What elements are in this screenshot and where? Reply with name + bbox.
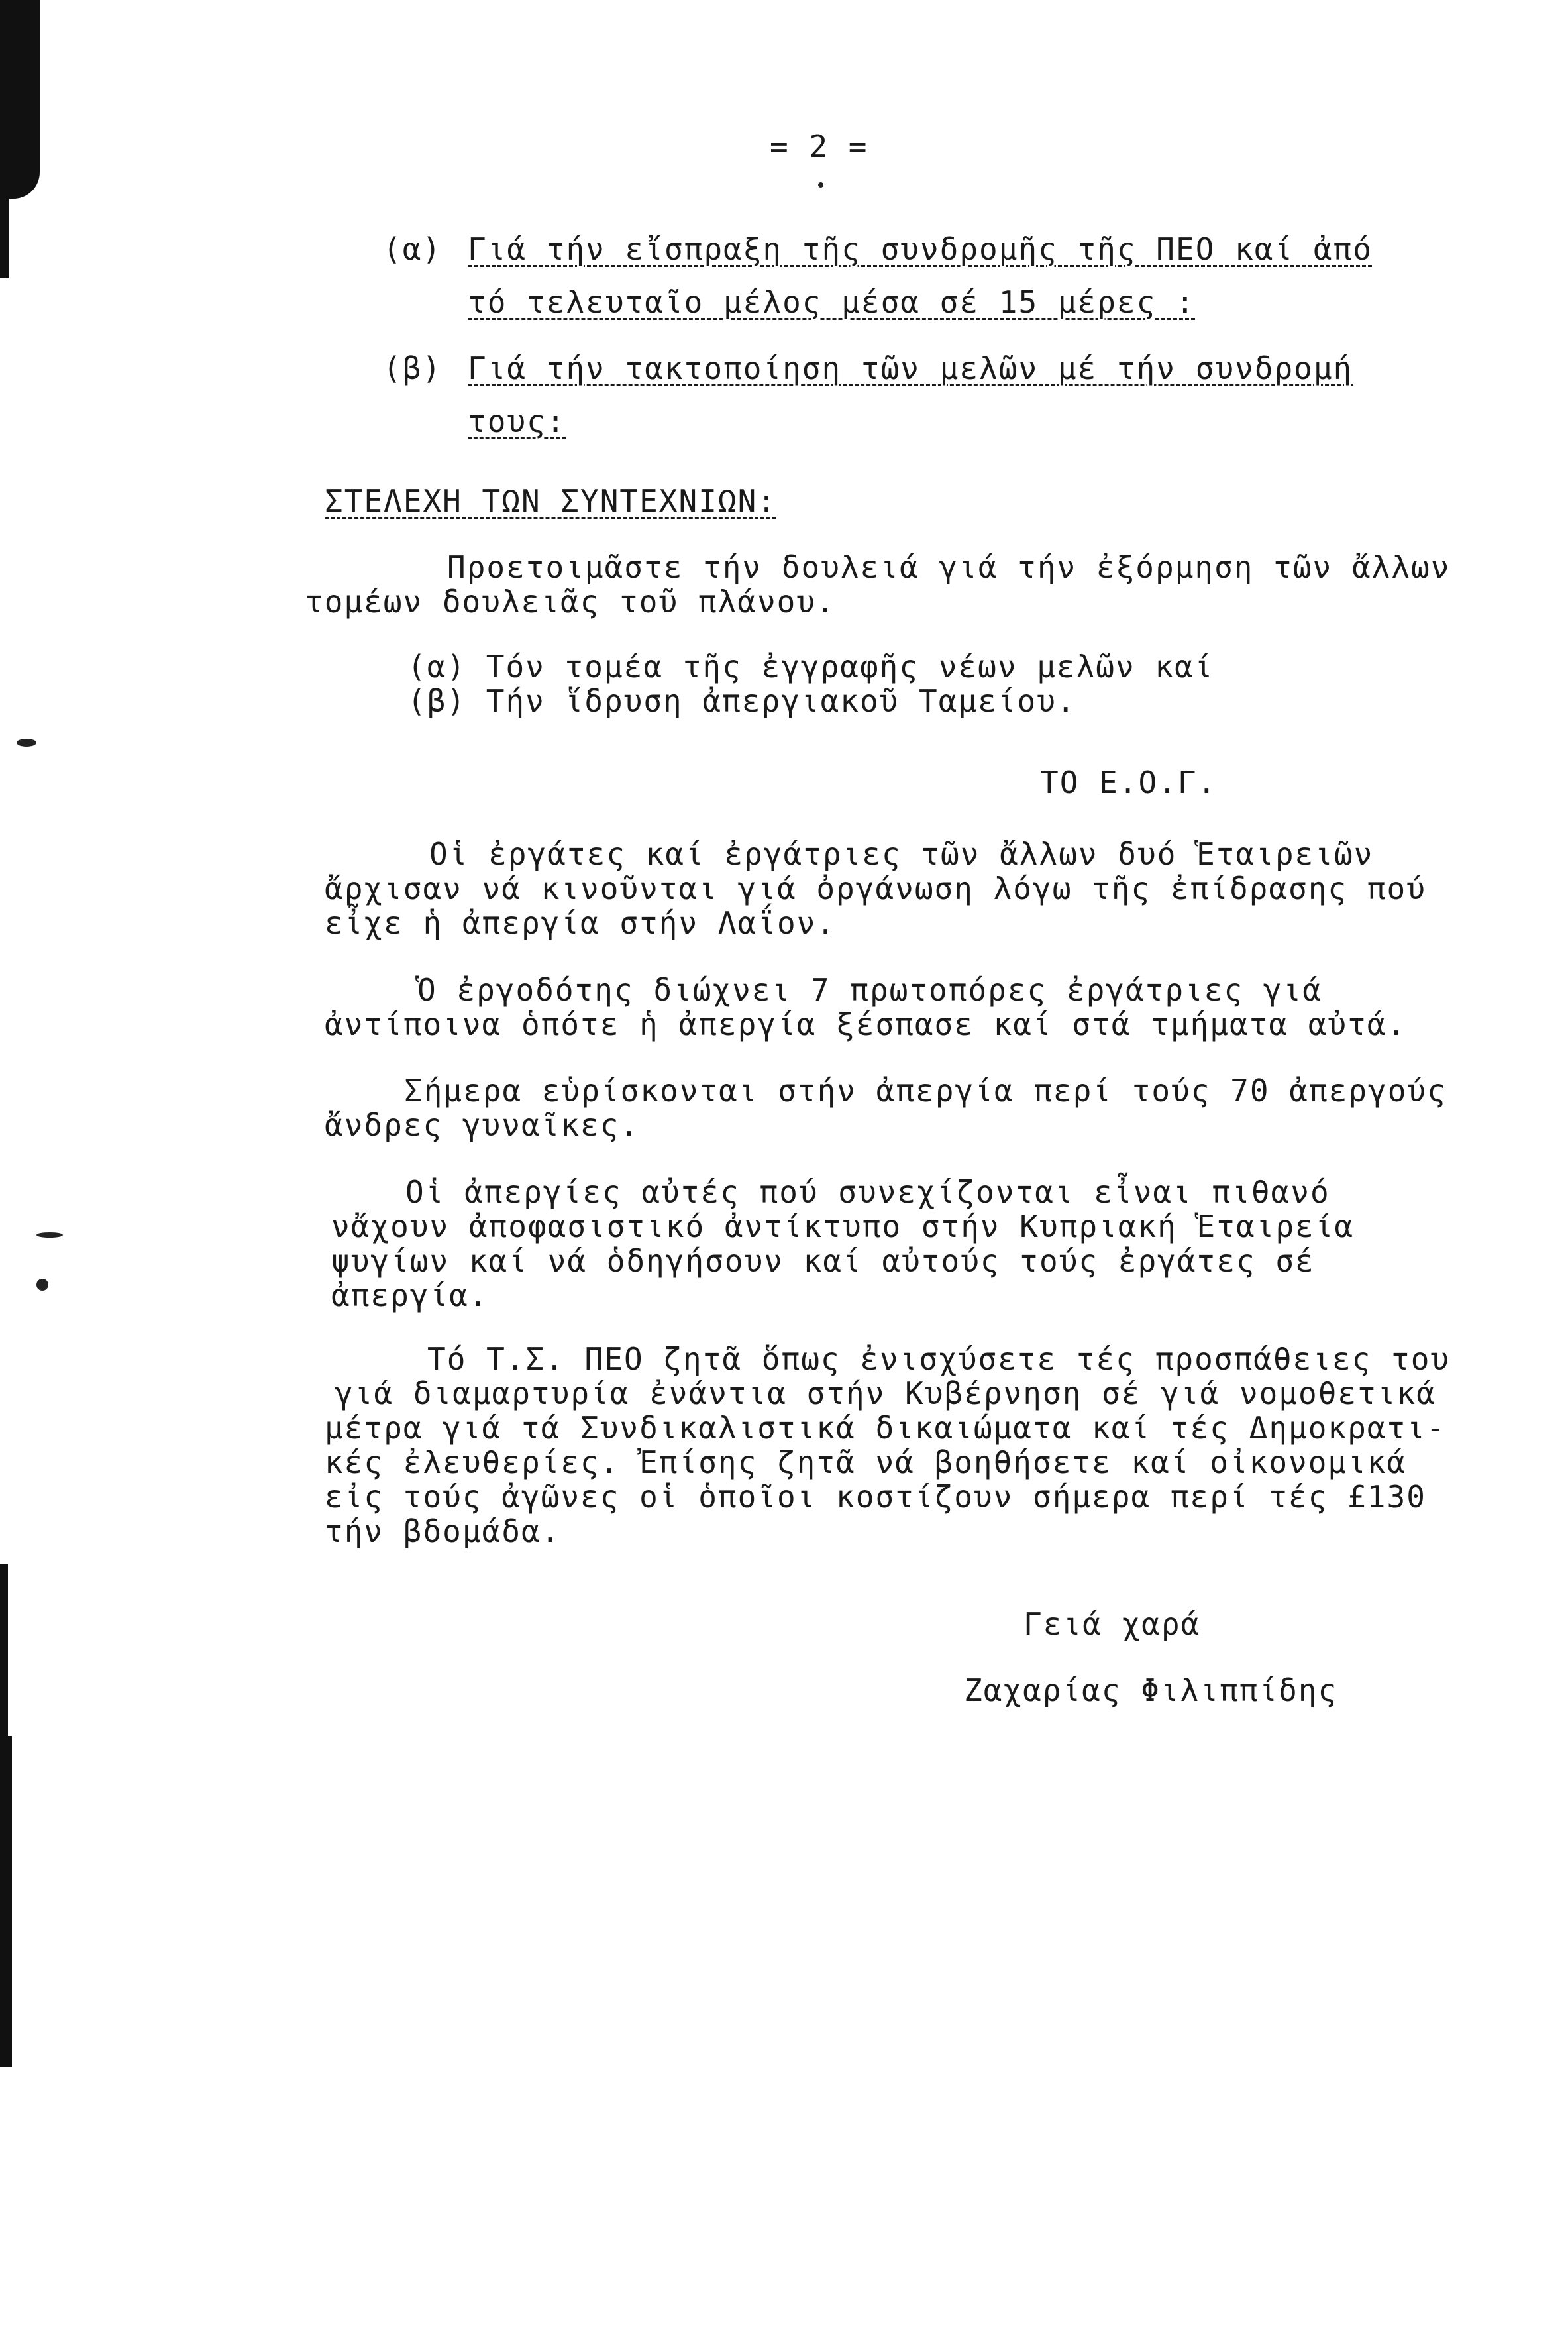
para6-line5: εἰς τούς ἀγῶνες οἱ ὁποῖοι κοστίζουν σήμερα περί τές £130 <box>325 1479 1426 1515</box>
closing: Γειά χαρά <box>1023 1606 1201 1642</box>
para3-line2: ἀντίποινα ὁπότε ἡ ἀπεργία ξέσπασε καί στά τμήματα αὐτά. <box>325 1006 1407 1042</box>
scan-edge-top-left <box>0 0 40 199</box>
para6-line4: κές ἐλευθερίες. Ἐπίσης ζητᾶ νά βοηθήσετε καί οἰκονομικά <box>325 1444 1407 1480</box>
para6-line2: γιά διαμαρτυρία ἐνάντια στήν Κυβέρνηση σέ γιά νομοθετικά <box>335 1376 1436 1411</box>
para4-line1: Σήμερα εὑρίσκονται στήν ἀπεργία περί τούς 70 ἀπεργούς <box>404 1073 1447 1109</box>
speck-3 <box>36 1279 48 1291</box>
para6-line6: τήν βδομάδα. <box>325 1513 561 1549</box>
para3-line1: Ὁ ἐργοδότης διώχνει 7 πρωτοπόρες ἐργάτριες γιά <box>417 972 1322 1008</box>
item-a-line2: τό τελευταῖο μέλος μέσα σέ 15 μέρες : <box>468 284 1196 320</box>
item-b-line1: Γιά τήν τακτοποίηση τῶν μελῶν μέ τήν συνδρομή <box>468 351 1353 386</box>
item-a-marker: (α) <box>383 231 443 267</box>
sub-item-a: (α) Τόν τομέα τῆς ἐγγραφῆς νέων μελῶν καί <box>407 649 1214 684</box>
scan-edge-left-1 <box>0 199 9 278</box>
speck-4 <box>818 182 823 188</box>
item-b-marker: (β) <box>383 351 443 386</box>
para2-line2: ἄρχισαν νά κινοῦνται γιά ὀργάνωση λόγω τῆς ἐπίδρασης πού <box>325 871 1426 906</box>
para2-line1: Οἱ ἐργάτες καί ἐργάτριες τῶν ἄλλων δυό Ἑταιρειῶν <box>429 836 1374 872</box>
para1-line1: Προετοιμᾶστε τήν δουλειά γιά τήν ἐξόρμηση τῶν ἄλλων <box>447 549 1451 585</box>
para6-line3: μέτρα γιά τά Συνδικαλιστικά δικαιώματα καί τές Δημοκρατι- <box>325 1410 1446 1446</box>
eog-signature: ΤΟ Ε.Ο.Γ. <box>1040 765 1218 800</box>
speck-2 <box>36 1232 63 1238</box>
speck-1 <box>17 739 36 747</box>
page-number: = 2 = <box>770 129 868 164</box>
scan-edge-left-3 <box>0 1736 12 2067</box>
sub-item-b: (β) Τήν ἵδρυση ἀπεργιακοῦ Ταμείου. <box>407 683 1076 719</box>
section-heading: ΣΤΕΛΕΧΗ ΤΩΝ ΣΥΝΤΕΧΝΙΩΝ: <box>325 483 777 519</box>
scan-edge-left-2 <box>0 1564 8 1762</box>
para5-line2: νἄχουν ἀποφασιστικό ἀντίκτυπο στήν Κυπριακή Ἑταιρεία <box>331 1209 1355 1244</box>
para2-line3: εἶχε ἡ ἀπεργία στήν Λαΐον. <box>325 905 837 941</box>
para5-line3: ψυγίων καί νά ὁδηγήσουν καί αὐτούς τούς ἐργάτες σέ <box>331 1243 1315 1279</box>
para1-line2: τομέων δουλειᾶς τοῦ πλάνου. <box>305 584 836 620</box>
para4-line2: ἄνδρες γυναῖκες. <box>325 1107 640 1143</box>
signature-name: Ζαχαρίας Φιλιππίδης <box>964 1672 1338 1708</box>
item-b-line2: τους: <box>468 404 566 439</box>
para5-line4: ἀπεργία. <box>331 1277 489 1313</box>
para6-line1: Τό Τ.Σ. ΠΕΟ ζητᾶ ὅπως ἐνισχύσετε τές προσπάθειες του <box>427 1341 1451 1377</box>
item-a-line1: Γιά τήν εἴσπραξη τῆς συνδρομῆς τῆς ΠΕΟ καί ἀπό <box>468 231 1373 267</box>
para5-line1: Οἱ ἀπεργίες αὐτές πού συνεχίζονται εἶναι πιθανό <box>405 1174 1330 1210</box>
